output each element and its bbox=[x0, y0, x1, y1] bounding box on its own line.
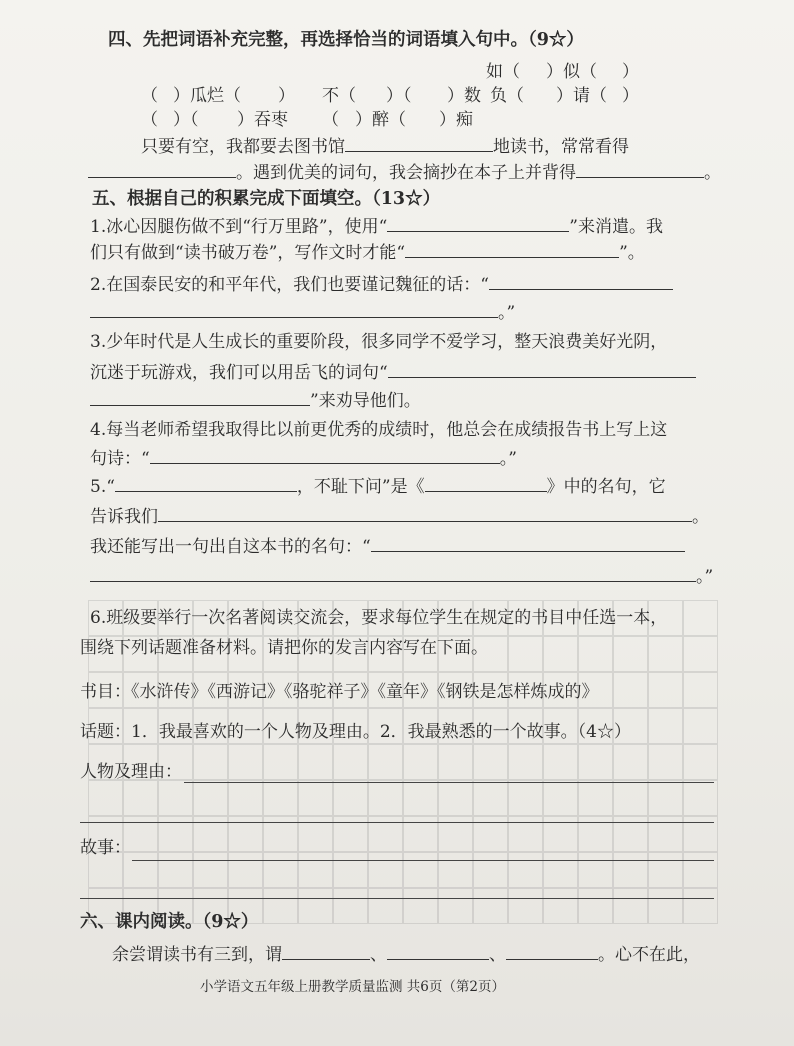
grid-cell bbox=[228, 852, 263, 888]
grid-cell bbox=[613, 780, 648, 816]
grid-cell bbox=[543, 780, 578, 816]
page-footer: 小学语文五年级上册教学质量监测 共6页（第2页） bbox=[200, 979, 505, 995]
grid-cell bbox=[438, 888, 473, 924]
answer-blank[interactable] bbox=[576, 160, 704, 178]
section5-heading: 五、根据自己的积累完成下面填空。（13☆） bbox=[92, 189, 441, 209]
answer-blank[interactable] bbox=[425, 474, 547, 492]
grid-cell bbox=[648, 672, 683, 708]
grid-cell bbox=[473, 780, 508, 816]
grid-cell bbox=[648, 780, 683, 816]
grid-cell bbox=[683, 600, 718, 636]
grid-cell bbox=[613, 888, 648, 924]
grid-cell bbox=[333, 852, 368, 888]
answer-blank[interactable] bbox=[388, 360, 696, 378]
q1-line1: 1.冰心因腿伤做不到“行万里路”，使用“ ”来消遣。我 bbox=[90, 214, 663, 239]
q2-line1: 2.在国泰民安的和平年代，我们也要谨记魏征的话：“ bbox=[90, 272, 673, 297]
grid-cell bbox=[508, 888, 543, 924]
answer-blank[interactable] bbox=[90, 564, 696, 582]
grid-cell bbox=[683, 708, 718, 744]
q5-line1: 5.“ ，不耻下问”是《 》中的名句，它 bbox=[90, 474, 666, 499]
grid-cell bbox=[613, 744, 648, 780]
section4-sentence2: 。遇到优美的词句，我会摘抄在本子上并背得 。 bbox=[88, 160, 721, 185]
grid-cell bbox=[648, 852, 683, 888]
grid-cell bbox=[578, 636, 613, 672]
grid-cell bbox=[438, 852, 473, 888]
grid-cell bbox=[648, 744, 683, 780]
grid-cell bbox=[578, 852, 613, 888]
grid-cell bbox=[228, 744, 263, 780]
answer-blank[interactable] bbox=[150, 446, 500, 464]
grid-cell bbox=[543, 852, 578, 888]
grid-cell bbox=[368, 852, 403, 888]
answer-blank[interactable] bbox=[88, 160, 236, 178]
grid-cell bbox=[263, 852, 298, 888]
grid-cell bbox=[578, 780, 613, 816]
answer-blank[interactable] bbox=[345, 134, 493, 152]
grid-cell bbox=[508, 780, 543, 816]
book-list: 书目：《水浒传》《西游记》《骆驼祥子》《童年》《钢铁是怎样炼成的》 bbox=[80, 682, 599, 702]
grid-cell bbox=[543, 636, 578, 672]
grid-cell bbox=[648, 888, 683, 924]
grid-cell bbox=[648, 636, 683, 672]
grid-cell bbox=[683, 672, 718, 708]
answer-blank[interactable] bbox=[387, 214, 569, 232]
grid-cell bbox=[368, 780, 403, 816]
section6-heading: 六、课内阅读。（9☆） bbox=[80, 912, 259, 932]
grid-cell bbox=[683, 744, 718, 780]
answer-blank[interactable] bbox=[387, 942, 489, 960]
character-answer-line[interactable] bbox=[80, 822, 714, 823]
grid-cell bbox=[578, 888, 613, 924]
grid-cell bbox=[543, 744, 578, 780]
grid-cell bbox=[263, 888, 298, 924]
answer-blank[interactable] bbox=[282, 942, 370, 960]
topic-list: 话题：1．我最喜欢的一个人物及理由。2．我最熟悉的一个故事。（4☆） bbox=[80, 722, 631, 742]
story-answer-line[interactable] bbox=[132, 860, 714, 861]
q3-line2: 沉迷于玩游戏，我们可以用岳飞的词句“ bbox=[90, 360, 696, 385]
answer-blank[interactable] bbox=[506, 942, 598, 960]
grid-cell bbox=[613, 636, 648, 672]
q4-line1: 4.每当老师希望我取得比以前更优秀的成绩时，他总会在成绩报告书上写上这 bbox=[90, 420, 668, 440]
character-label: 人物及理由： bbox=[80, 762, 182, 782]
grid-cell bbox=[298, 744, 333, 780]
grid-cell bbox=[473, 888, 508, 924]
grid-cell bbox=[683, 636, 718, 672]
q6-line2: 围绕下列话题准备材料。请把你的发言内容写在下面。 bbox=[80, 638, 488, 658]
answer-blank[interactable] bbox=[90, 300, 498, 318]
grid-cell bbox=[333, 888, 368, 924]
grid-cell bbox=[683, 888, 718, 924]
grid-cell bbox=[403, 888, 438, 924]
grid-cell bbox=[368, 888, 403, 924]
answer-blank[interactable] bbox=[90, 388, 310, 406]
grid-cell bbox=[438, 744, 473, 780]
grid-cell bbox=[578, 744, 613, 780]
story-answer-line[interactable] bbox=[80, 898, 714, 899]
grid-cell bbox=[648, 708, 683, 744]
grid-cell bbox=[368, 744, 403, 780]
grid-cell bbox=[298, 852, 333, 888]
grid-cell bbox=[263, 744, 298, 780]
grid-cell bbox=[263, 780, 298, 816]
grid-cell bbox=[298, 888, 333, 924]
q5-line3: 我还能写出一句出自这本书的名句：“ bbox=[90, 534, 685, 559]
grid-cell bbox=[613, 852, 648, 888]
grid-cell bbox=[473, 852, 508, 888]
grid-cell bbox=[613, 672, 648, 708]
grid-cell bbox=[508, 744, 543, 780]
q4-line2: 句诗：“ 。” bbox=[90, 446, 517, 471]
grid-cell bbox=[403, 852, 438, 888]
grid-cell bbox=[508, 852, 543, 888]
grid-cell bbox=[508, 636, 543, 672]
character-answer-line[interactable] bbox=[184, 782, 714, 783]
answer-blank[interactable] bbox=[371, 534, 685, 552]
q1-line2: 们只有做到“读书破万卷”，写作文时才能“ ”。 bbox=[90, 240, 645, 265]
grid-cell bbox=[333, 744, 368, 780]
grid-cell bbox=[193, 780, 228, 816]
q5-line2: 告诉我们 。 bbox=[90, 504, 709, 529]
q3-line1: 3.少年时代是人生成长的重要阶段，很多同学不爱学习，整天浪费美好光阴， bbox=[90, 332, 668, 352]
section4-heading: 四、先把词语补充完整，再选择恰当的词语填入句中。（9☆） bbox=[108, 30, 584, 50]
story-label: 故事： bbox=[80, 838, 131, 858]
answer-blank[interactable] bbox=[405, 240, 619, 258]
q3-line3: ”来劝导他们。 bbox=[90, 388, 421, 413]
q6-line1: 6.班级要举行一次名著阅读交流会，要求每位学生在规定的书目中任选一本， bbox=[90, 608, 668, 628]
grid-cell bbox=[228, 780, 263, 816]
grid-cell bbox=[403, 744, 438, 780]
grid-cell bbox=[193, 852, 228, 888]
grid-cell bbox=[158, 780, 193, 816]
grid-cell bbox=[88, 780, 123, 816]
q5-line4: 。” bbox=[90, 564, 713, 589]
grid-cell bbox=[193, 744, 228, 780]
grid-cell bbox=[473, 744, 508, 780]
grid-cell bbox=[683, 852, 718, 888]
section4-sentence1: 只要有空，我都要去图书馆 地读书，常常看得 bbox=[141, 134, 629, 159]
grid-cell bbox=[403, 780, 438, 816]
grid-cell bbox=[683, 780, 718, 816]
grid-cell bbox=[543, 888, 578, 924]
q2-line2: 。” bbox=[90, 300, 515, 325]
reading-passage: 余尝谓读书有三到，谓 、 、 。心不在此， bbox=[112, 942, 700, 967]
answer-blank[interactable] bbox=[158, 504, 692, 522]
answer-blank[interactable] bbox=[115, 474, 297, 492]
answer-blank[interactable] bbox=[489, 272, 673, 290]
grid-cell bbox=[123, 780, 158, 816]
exam-page: 四、先把词语补充完整，再选择恰当的词语填入句中。（9☆） （ ）瓜烂（ ） 不（ ）（ ）数 如（ ）似（ ） （ ）（ ）吞枣 （ ）醉（ ）痴 负（ ）请（ ） 只要有空，我都要去图书馆 地读书，常常看得 。遇到优美的词句，我会摘抄在本子上并背得 。 五、根据自己的积累完成下面填空。（13☆） 1.冰心因腿伤做不到“行万里路”，使用“ ”来消遣。我 们只有做到“读书破万卷”，写作文时才能“ ”。 2.在国泰民安的和平年代，我们也要谨记魏征的话：“ 。” 3.少年时代是人生成长的重要阶段，很多同学不爱学习，整天浪费美好光阴， 沉迷于玩游戏，我们可以用岳飞的词句“ ”来劝导他们。 4.每当老师希望我取得比以前更优秀的成绩时，他总会在成绩报告书上写上这 句诗：“ 。” 5.“ ，不耻下问”是《 》中的名句，它 告诉我们 。 我还能写出一句出自这本书的名句：“ 。” 6.班级要举行一次名著阅读交流会，要求每位学生在规定的书目中任选一本， 围绕下列话题准备材料。请把你的发言内容写在下面。 书目：《水浒传》《西游记》《骆驼祥子》《童年》《钢铁是怎样炼成的》 话题：1．我最喜欢的一个人物及理由。2．我最熟悉的一个故事。（4☆） 人物及理由： 故事： 六、课内阅读。（9☆） 余尝谓读书有三到，谓 、 、 。心不在此， 小学语文五年级上册教学质量监测 共6页（第2页） bbox=[0, 0, 794, 1046]
grid-cell bbox=[438, 780, 473, 816]
grid-cell bbox=[333, 780, 368, 816]
grid-cell bbox=[298, 780, 333, 816]
grid-cell bbox=[158, 852, 193, 888]
